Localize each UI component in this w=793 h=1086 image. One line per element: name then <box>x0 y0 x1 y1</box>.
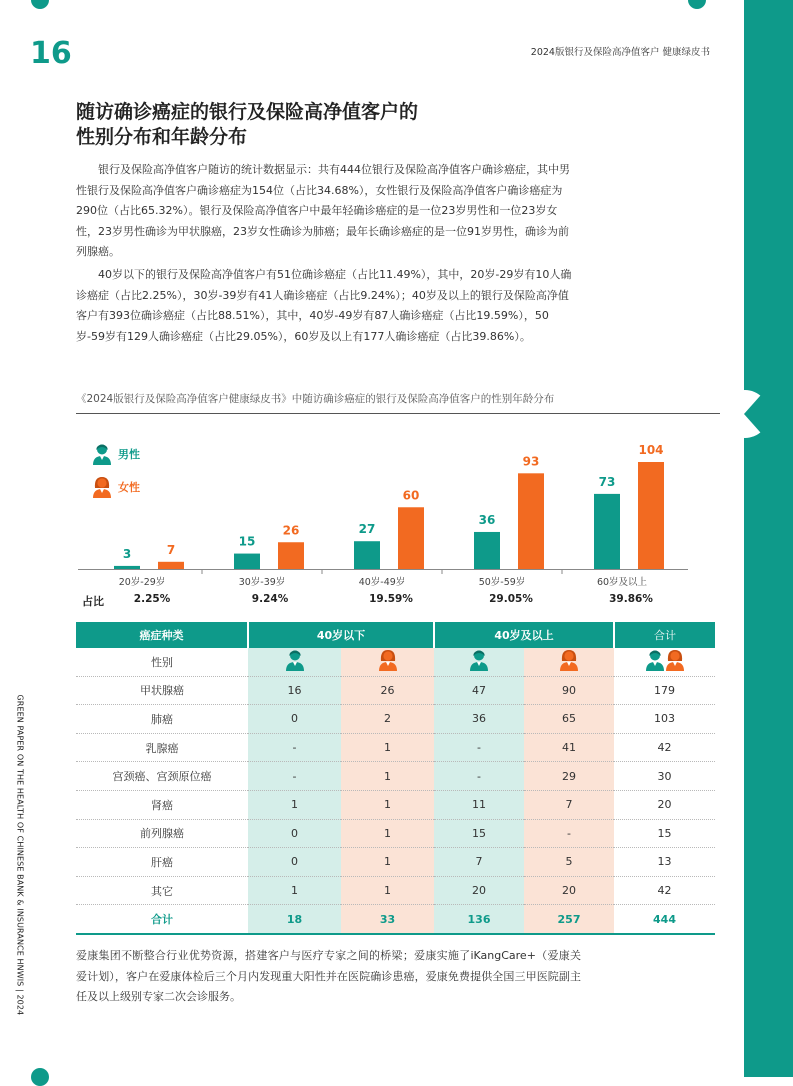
gender-row-label: 性别 <box>76 648 248 676</box>
gender-row <box>76 648 715 676</box>
over40-male-cell: - <box>434 762 524 791</box>
bar-value-label-male: 15 <box>238 534 256 549</box>
bar-value-label-male: 73 <box>598 474 616 489</box>
table-row <box>76 848 715 877</box>
corner-dot-bottom-left <box>31 1068 49 1086</box>
legend-male-label: 男性 <box>118 448 140 461</box>
both-genders-icon-cell <box>614 648 715 676</box>
over40-female-cell: 20 <box>524 876 614 905</box>
total-over40-female-cell: 257 <box>524 905 614 934</box>
corner-dot-top-right <box>688 0 706 9</box>
under40-female-cell: 1 <box>341 819 434 848</box>
under40-female-cell: 26 <box>341 676 434 705</box>
male-icon-cell <box>434 648 524 676</box>
share-value: 19.59% <box>369 593 413 605</box>
total-over40-male-cell: 136 <box>434 905 524 934</box>
bar-value-label-female: 7 <box>166 542 176 557</box>
male-icon-cell <box>248 648 341 676</box>
over40-female-cell: 41 <box>524 733 614 762</box>
cancer-type-table <box>76 622 715 935</box>
table-row <box>76 762 715 791</box>
cancer-type-cell: 肝癌 <box>76 848 248 877</box>
over40-male-cell: 11 <box>434 790 524 819</box>
bar-value-label-female: 26 <box>282 523 300 538</box>
total-total-cell: 444 <box>614 905 715 934</box>
header-cancer-type: 癌症种类 <box>76 622 248 648</box>
total-under40-female-cell: 33 <box>341 905 434 934</box>
running-head: 2024版银行及保险高净值客户 健康绿皮书 <box>530 47 710 58</box>
section-title-line2: 性别分布和年龄分布 <box>76 126 248 148</box>
under40-female-cell: 1 <box>341 733 434 762</box>
bar-female <box>278 542 304 569</box>
table-row <box>76 705 715 734</box>
legend-female-label: 女性 <box>118 481 140 494</box>
over40-female-cell: 5 <box>524 848 614 877</box>
under40-male-cell: 1 <box>248 790 341 819</box>
table-total-row <box>76 905 715 934</box>
over40-male-cell: 20 <box>434 876 524 905</box>
total-cell: 179 <box>614 676 715 705</box>
female-icon <box>665 649 685 671</box>
share-value: 2.25% <box>133 593 171 605</box>
bar-male <box>234 554 260 569</box>
bar-male <box>594 494 620 569</box>
share-value: 9.24% <box>251 593 289 605</box>
bar-female <box>638 462 664 569</box>
cancer-type-cell: 肺癌 <box>76 705 248 734</box>
bar-value-label-female: 93 <box>522 454 540 469</box>
under40-male-cell: 0 <box>248 705 341 734</box>
male-icon <box>469 649 489 671</box>
x-tick-label: 50岁-59岁 <box>478 577 526 588</box>
under40-female-cell: 1 <box>341 848 434 877</box>
section-title-line1: 随访确诊癌症的银行及保险高净值客户的 <box>76 101 419 123</box>
total-cell: 13 <box>614 848 715 877</box>
x-tick-label: 20岁-29岁 <box>118 577 166 588</box>
side-running-text: GREEN PAPER ON THE HEALTH OF CHINESE BANK & INSURANCE HNWIS | 2024 <box>15 694 25 1016</box>
over40-female-cell: - <box>524 819 614 848</box>
total-cell: 15 <box>614 819 715 848</box>
total-cell: 42 <box>614 733 715 762</box>
female-icon <box>378 649 398 671</box>
female-icon-cell <box>341 648 434 676</box>
bar-value-label-male: 36 <box>478 512 496 527</box>
total-cell: 30 <box>614 762 715 791</box>
over40-male-cell: - <box>434 733 524 762</box>
under40-male-cell: 0 <box>248 848 341 877</box>
bar-value-label-female: 104 <box>638 443 664 457</box>
under40-female-cell: 1 <box>341 790 434 819</box>
x-tick-label: 30岁-39岁 <box>238 577 286 588</box>
under40-male-cell: 16 <box>248 676 341 705</box>
over40-female-cell: 29 <box>524 762 614 791</box>
cancer-type-cell: 前列腺癌 <box>76 819 248 848</box>
bar-male <box>474 532 500 569</box>
under40-female-cell: 1 <box>341 876 434 905</box>
table-row <box>76 819 715 848</box>
under40-male-cell: 0 <box>248 819 341 848</box>
total-cell: 20 <box>614 790 715 819</box>
over40-male-cell: 15 <box>434 819 524 848</box>
bar-female <box>518 473 544 569</box>
under40-female-cell: 1 <box>341 762 434 791</box>
total-under40-male-cell: 18 <box>248 905 341 934</box>
page-edge-band <box>744 0 793 1077</box>
female-icon <box>559 649 579 671</box>
cancer-type-cell: 其它 <box>76 876 248 905</box>
bar-male <box>114 566 140 569</box>
over40-male-cell: 7 <box>434 848 524 877</box>
cancer-type-cell: 肾癌 <box>76 790 248 819</box>
figure-caption: 《2024版银行及保险高净值客户健康绿皮书》中随访确诊癌症的银行及保险高净值客户的性别年龄分布 <box>76 393 555 405</box>
over40-female-cell: 7 <box>524 790 614 819</box>
over40-female-cell: 65 <box>524 705 614 734</box>
caption-rule <box>76 413 720 414</box>
bar-value-label-male: 27 <box>358 522 376 537</box>
bar-female <box>398 507 424 569</box>
over40-male-cell: 47 <box>434 676 524 705</box>
x-tick-label: 40岁-49岁 <box>358 577 406 588</box>
bar-value-label-male: 3 <box>122 546 132 561</box>
under40-female-cell: 2 <box>341 705 434 734</box>
cancer-type-cell: 甲状腺癌 <box>76 676 248 705</box>
x-tick-label: 60岁及以上 <box>596 577 648 588</box>
male-icon <box>645 649 665 671</box>
table-row <box>76 790 715 819</box>
share-value: 29.05% <box>489 593 533 605</box>
bar-male <box>354 541 380 569</box>
total-cell: 103 <box>614 705 715 734</box>
corner-dot-top-left <box>31 0 49 9</box>
female-icon-cell <box>524 648 614 676</box>
header-40-and-over: 40岁及以上 <box>434 622 614 648</box>
total-cell: 42 <box>614 876 715 905</box>
share-value: 39.86% <box>609 593 653 605</box>
table-row <box>76 676 715 705</box>
under40-male-cell: - <box>248 733 341 762</box>
bar-value-label-female: 60 <box>402 488 420 503</box>
under40-male-cell: 1 <box>248 876 341 905</box>
share-label: 占比 <box>82 595 104 608</box>
body-paragraph-2: 40岁以下的银行及保险高净值客户有51位确诊癌症（占比11.49%），其中，20岁-29岁有10人确诊癌症（占比2.25%），30岁-39岁有41人确诊癌症（占比9.24%）；40岁及以上的银行及保险高净值客户有393位确诊癌症（占比88.51%），其中，40岁-49岁有87人确诊癌症（占比19.59%），50岁-59岁有129人确诊癌症（占比29.05%），60岁及以上有177人确诊癌症（占比39.86%）。 <box>76 268 572 343</box>
age-gender-bar-chart <box>76 430 716 590</box>
table-row <box>76 876 715 905</box>
table-row <box>76 733 715 762</box>
over40-female-cell: 90 <box>524 676 614 705</box>
closing-paragraph: 爱康集团不断整合行业优势资源，搭建客户与医疗专家之间的桥梁；爱康实施了iKangCare+（爱康关爱计划），客户在爱康体检后三个月内发现重大阳性并在医院确诊患癌，爱康免费提供全国三甲医院副主任及以上级别专家二次会诊服务。 <box>76 949 581 1003</box>
header-under-40: 40岁以下 <box>248 622 434 648</box>
page-number: 16 <box>30 36 72 71</box>
section-title <box>76 100 556 150</box>
header-total: 合计 <box>614 622 715 648</box>
bar-female <box>158 562 184 569</box>
cancer-type-cell: 宫颈癌、宫颈原位癌 <box>76 762 248 791</box>
body-paragraph-1: 银行及保险高净值客户随访的统计数据显示：共有444位银行及保险高净值客户确诊癌症，其中男性银行及保险高净值客户确诊癌症为154位（占比34.68%），女性银行及保险高净值客户确诊癌症为290位（占比65.32%）。银行及保险高净值客户中最年轻确诊癌症的是一位23岁男性和一位23岁女性，23岁男性确诊为甲状腺癌，23岁女性确诊为肺癌；最年长确诊癌症的是一位91岁男性，确诊为前列腺癌。 <box>76 163 570 258</box>
under40-male-cell: - <box>248 762 341 791</box>
over40-male-cell: 36 <box>434 705 524 734</box>
total-cancer-type-cell: 合计 <box>76 905 248 934</box>
male-icon <box>285 649 305 671</box>
cancer-type-cell: 乳腺癌 <box>76 733 248 762</box>
